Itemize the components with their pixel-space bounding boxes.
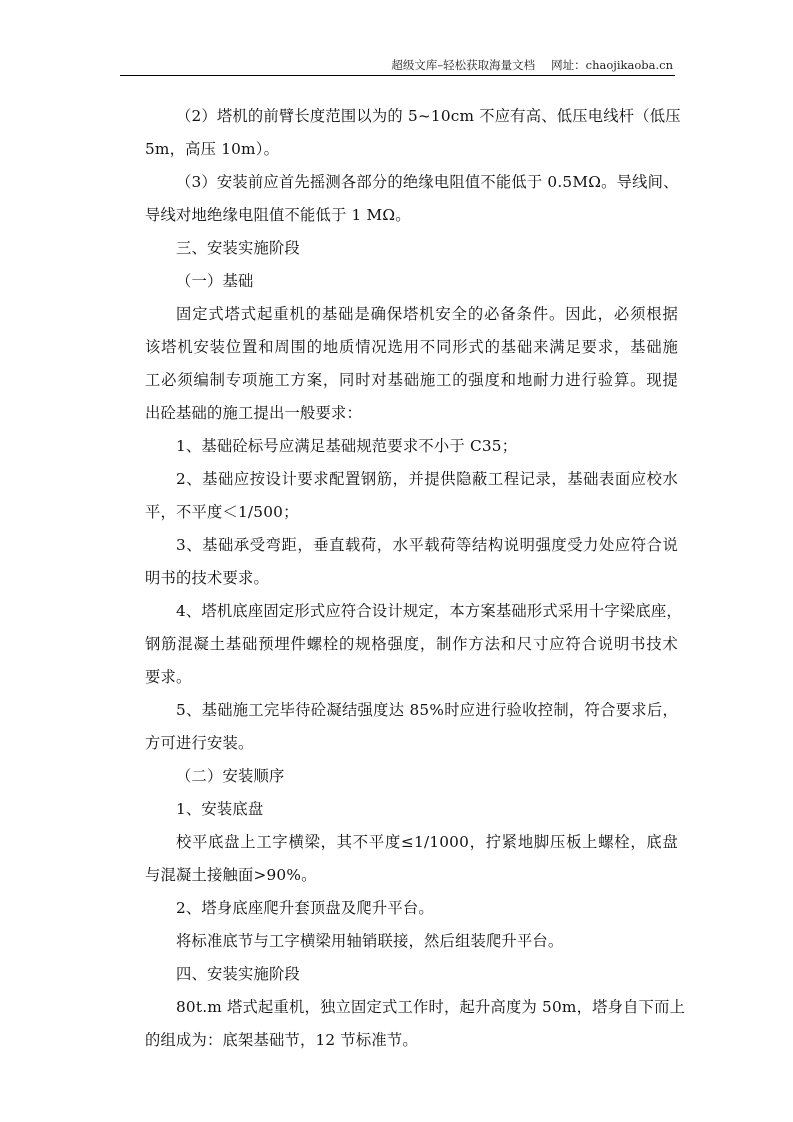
text-line: 该塔机安装位置和周围的地质情况选用不同形式的基础来满足要求，基础施 [145,338,678,356]
text-line: 1、基础砼标号应满足基础规范要求不小于 C35； [176,437,518,455]
header-site-name: 超级文库–轻松获取海量文档 [391,58,536,72]
text-line: 5、基础施工完毕待砼凝结强度达 85%时应进行验收控制，符合要求后， [176,701,678,719]
text-line: 与混凝土接触面>90%。 [145,866,317,884]
header-text [391,57,673,73]
text-line: 的组成为：底架基础节，12 节标准节。 [145,1031,418,1049]
header-url: chaojikaoba.cn [585,58,673,72]
text-line: 导线对地绝缘电阻值不能低于 1 MΩ。 [145,206,411,224]
document-body [145,100,686,1057]
text-line: （3）安装前应首先摇测各部分的绝缘电阻值不能低于 0.5MΩ。导线间、 [176,173,679,191]
text-line: 80t.m 塔式起重机，独立固定式工作时，起升高度为 50m，塔身自下而上 [176,998,686,1016]
text-line: 校平底盘上工字横梁，其不平度≤1/1000，拧紧地脚压板上螺栓，底盘 [176,833,678,851]
text-line: 将标准底节与工字横梁用轴销联接，然后组装爬升平台。 [176,932,564,950]
text-line: 3、基础承受弯距，垂直载荷，水平载荷等结构说明强度受力处应符合说 [176,536,678,554]
text-line: 2、基础应按设计要求配置钢筋，并提供隐蔽工程记录，基础表面应校水 [176,470,678,488]
text-line: （2）塔机的前臂长度范围以为的 5~10cm 不应有高、低压电线杆（低压 [176,107,681,125]
text-line: 2、塔身底座爬升套顶盘及爬升平台。 [176,899,434,917]
text-line: 1、安装底盘 [176,800,264,818]
text-line: 5m，高压 10m）。 [145,140,280,158]
text-line: 固定式塔式起重机的基础是确保塔机安全的必备条件。因此，必须根据 [176,305,678,323]
text-line: 钢筋混凝土基础预埋件螺栓的规格强度，制作方法和尺寸应符合说明书技术 [145,635,678,653]
text-line: 明书的技术要求。 [145,569,269,587]
text-line: 工必须编制专项施工方案，同时对基础施工的强度和地耐力进行验算。现提 [145,371,678,389]
text-line: 出砼基础的施工提出一般要求： [145,404,362,422]
text-line: 4、塔机底座固定形式应符合设计规定，本方案基础形式采用十字梁底座， [176,602,682,620]
text-line: 四、安装实施阶段 [176,965,300,983]
text-line: （二）安装顺序 [176,767,285,785]
text-line: 平，不平度＜1/500； [145,503,299,521]
text-line: 三、安装实施阶段 [176,239,300,257]
text-line: （一）基础 [176,272,254,290]
header-url-label: 网址： [551,58,586,72]
text-line: 要求。 [145,668,192,686]
page-header [120,55,675,76]
text-line: 方可进行安装。 [145,734,254,752]
